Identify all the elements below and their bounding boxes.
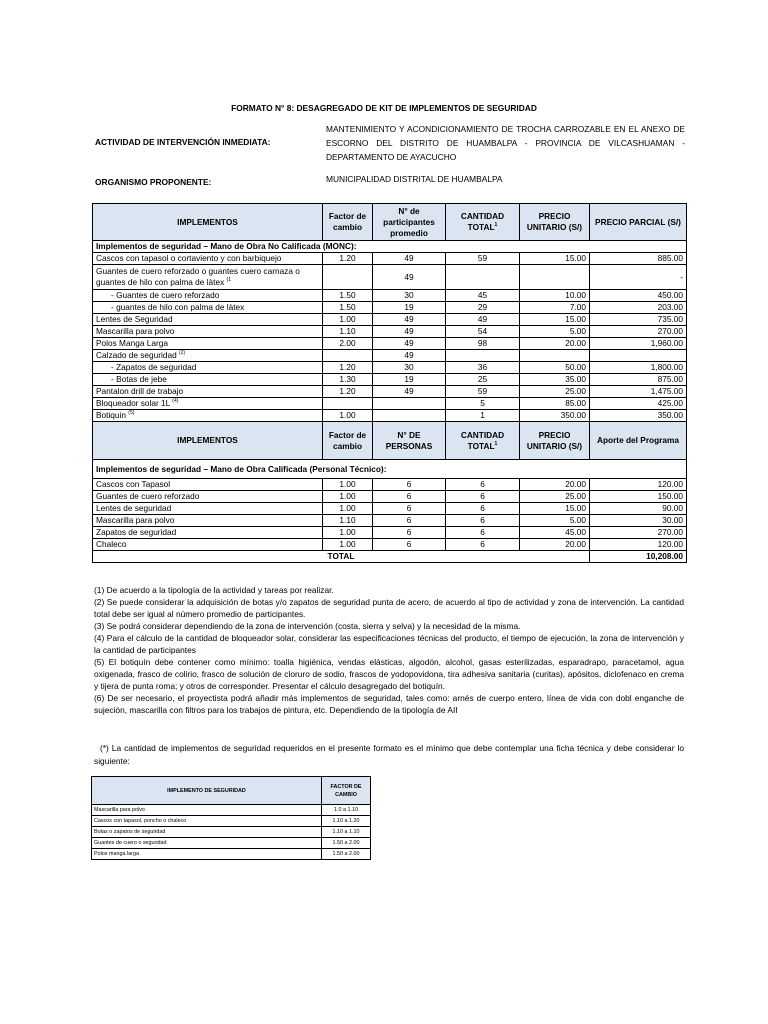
cell-factor: 1.20 [323,362,373,374]
factor-value: 1.0 a 1.10 [322,805,371,816]
cell-precio-unitario: 85.00 [520,398,590,410]
cell-precio-unitario: 5.00 [520,515,590,527]
cell-precio-parcial: 735.00 [590,314,687,326]
note-item: (1) De acuerdo a la tipología de la actividad y tareas por realizar. [94,585,334,595]
cell-factor [323,350,373,362]
factor-implemento: Botas o zapatos de seguridad [92,827,322,838]
cell-precio-unitario: 7.00 [520,302,590,314]
cell-precio-unitario: 25.00 [520,491,590,503]
cell-implemento [93,326,323,338]
table-row [93,362,687,374]
footnote-ref: (2) [179,350,186,357]
cell-factor: 1.00 [323,410,373,422]
cell-precio-unitario: 45.00 [520,527,590,539]
table-row [93,314,687,326]
implemento-name: Polos Manga Larga [96,338,168,348]
cell-precio-parcial: 1,800.00 [590,362,687,374]
cell-factor [323,398,373,410]
table-row [93,265,687,290]
factor-table [91,776,371,860]
note-item: (2) Se puede considerar la adquisición de botas y/o zapatos de seguridad punta de acero, de acuerdo al tipo de actividad y zona de intervención. La cantidad total debe ser igual al número promedio de participantes. [94,597,684,619]
cell-participantes: 30 [373,290,446,302]
cell-precio-parcial [590,350,687,362]
cell-participantes [373,410,446,422]
cell-personas: 6 [373,491,446,503]
header-participantes: N° de participantes promedio [373,204,446,241]
cell-precio-parcial: - [590,265,687,290]
implemento-name: Pantalon drill de trabajo [96,386,184,396]
header2-cantidad [446,422,520,460]
cell-precio-parcial: 203.00 [590,302,687,314]
cell-implemento [93,338,323,350]
cell-implemento [93,302,323,314]
cell-cantidad: 1 [446,410,520,422]
cell-precio-unitario: 15.00 [520,253,590,265]
header2-cantidad-text: CANTIDAD TOTAL [460,429,505,451]
cell-personas: 6 [373,479,446,491]
cell-participantes: 19 [373,374,446,386]
factor-value: 1.10 a 1.20 [322,816,371,827]
table-row [93,253,687,265]
cell-implemento: Lentes de seguridad [93,503,323,515]
table-row [93,302,687,314]
cell-factor: 1.50 [323,302,373,314]
factor-value: 1.50 a 2.00 [322,838,371,849]
cell-participantes: 49 [373,350,446,362]
implemento-name: Bloqueador solar 1L [96,398,170,408]
table-header [93,204,687,241]
cell-participantes: 49 [373,253,446,265]
cell-precio-unitario: 15.00 [520,314,590,326]
table-row [93,386,687,398]
cell-implemento: Mascarilla para polvo [93,515,323,527]
cell-factor: 1.00 [323,539,373,551]
implemento-name: Calzado de seguridad [96,350,177,360]
cell-cantidad: 54 [446,326,520,338]
table-row [93,338,687,350]
cell-factor: 1.00 [323,503,373,515]
cell-precio-unitario: 25.00 [520,386,590,398]
header2-aporte: Aporte del Programa [590,422,687,460]
cell-participantes: 49 [373,265,446,290]
factor-implemento: Polos manga larga [92,849,322,860]
note-item: (4) Para el cálculo de la cantidad de bloqueador solar, considerar las especificaciones técnicas del producto, el tiempo de ejecución, la zona de intervención y la cantidad de participantes [94,633,684,655]
cell-factor: 1.00 [323,479,373,491]
cell-participantes: 49 [373,386,446,398]
table-row [93,290,687,302]
cell-participantes: 49 [373,326,446,338]
implemento-name: - guantes de hilo con palma de làtex [111,302,245,312]
table-row [93,515,687,527]
factor-row [92,805,371,816]
cell-cantidad: 6 [446,503,520,515]
cell-precio-parcial: 450.00 [590,290,687,302]
cell-factor: 1.00 [323,314,373,326]
cell-aporte: 120.00 [590,539,687,551]
cell-cantidad: 25 [446,374,520,386]
notes-block [94,584,684,716]
header-precio-unitario: PRECIO UNITARIO (S/) [520,204,590,241]
cell-implemento [93,362,323,374]
cell-cantidad: 6 [446,539,520,551]
cell-personas: 6 [373,503,446,515]
cell-precio-parcial: 885.00 [590,253,687,265]
cell-cantidad: 45 [446,290,520,302]
cell-precio-parcial: 1,475.00 [590,386,687,398]
cell-implemento [93,290,323,302]
cell-factor: 1.20 [323,386,373,398]
cell-precio-unitario: 15.00 [520,503,590,515]
actividad-value: MANTENIMIENTO Y ACONDICIONAMIENTO DE TROCHA CARROZABLE EN EL ANEXO DE ESCORNO DEL DISTRITO DE HUAMBALPA - PROVINCIA DE VILCASHUAMAN - DEPARTAMENTO DE AYACUCHO [326,124,685,162]
cell-factor: 1.30 [323,374,373,386]
header-cantidad [446,204,520,241]
cell-factor: 2.00 [323,338,373,350]
factor-value: 1.10 a 1.10 [322,827,371,838]
implemento-name: Mascarilla para polvo [96,326,175,336]
implemento-name: Guantes de cuero reforzado o guantes cuero carnaza o guantes de hilo con palma de làtex [96,266,300,287]
cell-cantidad: 29 [446,302,520,314]
implemento-name: Botiquin [96,410,126,420]
section-title: Implementos de seguridad – Mano de Obra No Calificada (MONC): [93,241,687,253]
section-row-2 [93,460,687,479]
header-precio-parcial: PRECIO PARCIAL (S/) [590,204,687,241]
cell-cantidad: 6 [446,527,520,539]
cell-precio-parcial: 875.00 [590,374,687,386]
cell-precio-parcial: 425.00 [590,398,687,410]
cell-precio-parcial: 1,960.00 [590,338,687,350]
table-row [93,374,687,386]
cell-precio-unitario: 5.00 [520,326,590,338]
factor-implemento: Cascos con tapasol, poncho o chaleco [92,816,322,827]
header-factor: Factor de cambio [323,204,373,241]
implemento-name: Lentes de Seguridad [96,314,173,324]
header2-factor: Factor de cambio [323,422,373,460]
factor-implemento: Guantes de cuero o seguridad [92,838,322,849]
note-item: (6) De ser necesario, el proyectista podrá añadir más implementos de seguridad, tales como: arnés de cuerpo entero, línea de vida con dobl enganche de sujeción, mascarilla con filtros para los trabajos de pintura, etc. Dependiendo de la tipología de AII [94,693,684,715]
cell-aporte: 120.00 [590,479,687,491]
cell-cantidad: 49 [446,314,520,326]
section-title-2: Implementos de seguridad – Mano de Obra Calificada (Personal Técnico): [93,460,687,479]
cell-cantidad [446,350,520,362]
cell-precio-unitario: 20.00 [520,479,590,491]
cell-participantes: 19 [373,302,446,314]
cell-precio-unitario: 20.00 [520,338,590,350]
implements-table [92,203,687,563]
section-row [93,241,687,253]
table-row [93,527,687,539]
footnote-ref: (5) [128,410,135,417]
cell-implemento [93,350,323,362]
implemento-name: - Zapatos de seguridad [111,362,197,372]
page-title: FORMATO N° 8: DESAGREGADO DE KIT DE IMPLEMENTOS DE SEGURIDAD [231,103,537,113]
cell-implemento [93,386,323,398]
cell-cantidad: 59 [446,386,520,398]
cell-aporte: 150.00 [590,491,687,503]
cell-factor: 1.10 [323,326,373,338]
header-cantidad-text: CANTIDAD TOTAL [460,211,505,232]
table-row [93,539,687,551]
organismo-value: MUNICIPALIDAD DISTRITAL DE HUAMBALPA [326,174,503,184]
factor-row [92,838,371,849]
cell-cantidad: 5 [446,398,520,410]
cell-factor: 1.00 [323,527,373,539]
cell-factor: 1.20 [323,253,373,265]
cell-personas: 6 [373,527,446,539]
cell-factor [323,265,373,290]
implemento-name: Cascos con tapasol o cortaviento y con barbiquejo [96,253,282,263]
implemento-name: - Guantes de cuero reforzado [111,290,220,300]
total-label: TOTAL [93,551,590,563]
cell-participantes: 49 [373,338,446,350]
table-row [93,410,687,422]
implemento-name: - Botas de jebe [111,374,167,384]
footnote-ref: (1 [226,277,231,284]
cell-implemento [93,410,323,422]
factor-table-header [92,777,371,805]
cell-cantidad [446,265,520,290]
header2-personas: N° DE PERSONAS [373,422,446,460]
organismo-label: ORGANISMO PROPONENTE: [95,177,212,187]
table-row [93,398,687,410]
header2-precio-unitario: PRECIO UNITARIO (S/) [520,422,590,460]
table-row [93,503,687,515]
factor-implemento: Mascarilla para polvo [92,805,322,816]
cell-personas: 6 [373,515,446,527]
requirement-text: (*) La cantidad de implementos de seguridad requeridos en el presente formato es el mínimo que debe contemplar una ficha técnica y debe considerar lo siguiente: [94,743,684,766]
cell-precio-unitario [520,350,590,362]
cell-cantidad: 6 [446,515,520,527]
cell-precio-unitario: 350.00 [520,410,590,422]
cell-personas: 6 [373,539,446,551]
table-header-2 [93,422,687,460]
cell-precio-unitario: 50.00 [520,362,590,374]
total-row [93,551,687,563]
cell-aporte: 270.00 [590,527,687,539]
cell-participantes: 30 [373,362,446,374]
cell-implemento [93,314,323,326]
cell-cantidad: 6 [446,479,520,491]
cell-implemento: Zapatos de seguridad [93,527,323,539]
actividad-label: ACTIVIDAD DE INTERVENCIÓN INMEDIATA: [95,137,271,147]
table-row [93,491,687,503]
factor-row [92,816,371,827]
factor-header-factor: FACTOR DE CAMBIO [322,777,371,805]
cell-aporte: 30.00 [590,515,687,527]
cell-cantidad: 36 [446,362,520,374]
table-row [93,479,687,491]
cell-precio-parcial: 270.00 [590,326,687,338]
cell-precio-unitario [520,265,590,290]
cell-cantidad: 98 [446,338,520,350]
note-item: (5) El botiquín debe contener como mínimo: toalla higiénica, vendas elásticas, algodón, alcohol, gasas esterilizadas, esparadrapo, paracetamol, agua oxigenada, frasco de colirio, frasco de solución de cloruro de sodio, frascos de yodopovidona, tira adhesiva sanitaria (curitas), apósitos, diclofenaco en crema y tijera de punta roma; y otros de corresponder. Presentar el cálculo desagregado del botiquín. [94,657,684,691]
factor-row [92,827,371,838]
cell-precio-unitario: 20.00 [520,539,590,551]
cell-cantidad: 59 [446,253,520,265]
cell-implemento [93,374,323,386]
header-cantidad-sup: 1 [494,222,498,229]
cell-factor: 1.10 [323,515,373,527]
footnote-ref: (4) [172,398,179,405]
cell-implemento [93,253,323,265]
factor-row [92,849,371,860]
cell-implemento [93,398,323,410]
cell-implemento: Cascos con Tapasol [93,479,323,491]
note-item: (3) Se podrá considerar dependiendo de la zona de intervención (costa, sierra y selva) y la necesidad de la misma. [94,621,521,631]
total-value: 10,208.00 [590,551,687,563]
cell-precio-parcial: 350.00 [590,410,687,422]
cell-participantes: 49 [373,314,446,326]
cell-participantes [373,398,446,410]
cell-implemento [93,265,323,290]
cell-cantidad: 6 [446,491,520,503]
cell-precio-unitario: 10.00 [520,290,590,302]
header-implementos: IMPLEMENTOS [93,204,323,241]
cell-implemento: Guantes de cuero reforzado [93,491,323,503]
table-row [93,350,687,362]
factor-header-implemento: IMPLEMENTO DE SEGURIDAD [92,777,322,805]
cell-precio-unitario: 35.00 [520,374,590,386]
header2-cantidad-sup: 1 [494,440,498,447]
factor-value: 1.50 a 2.00 [322,849,371,860]
cell-implemento: Chaleco [93,539,323,551]
table-row [93,326,687,338]
header2-implementos: IMPLEMENTOS [93,422,323,460]
cell-factor: 1.50 [323,290,373,302]
cell-factor: 1.00 [323,491,373,503]
cell-aporte: 90.00 [590,503,687,515]
